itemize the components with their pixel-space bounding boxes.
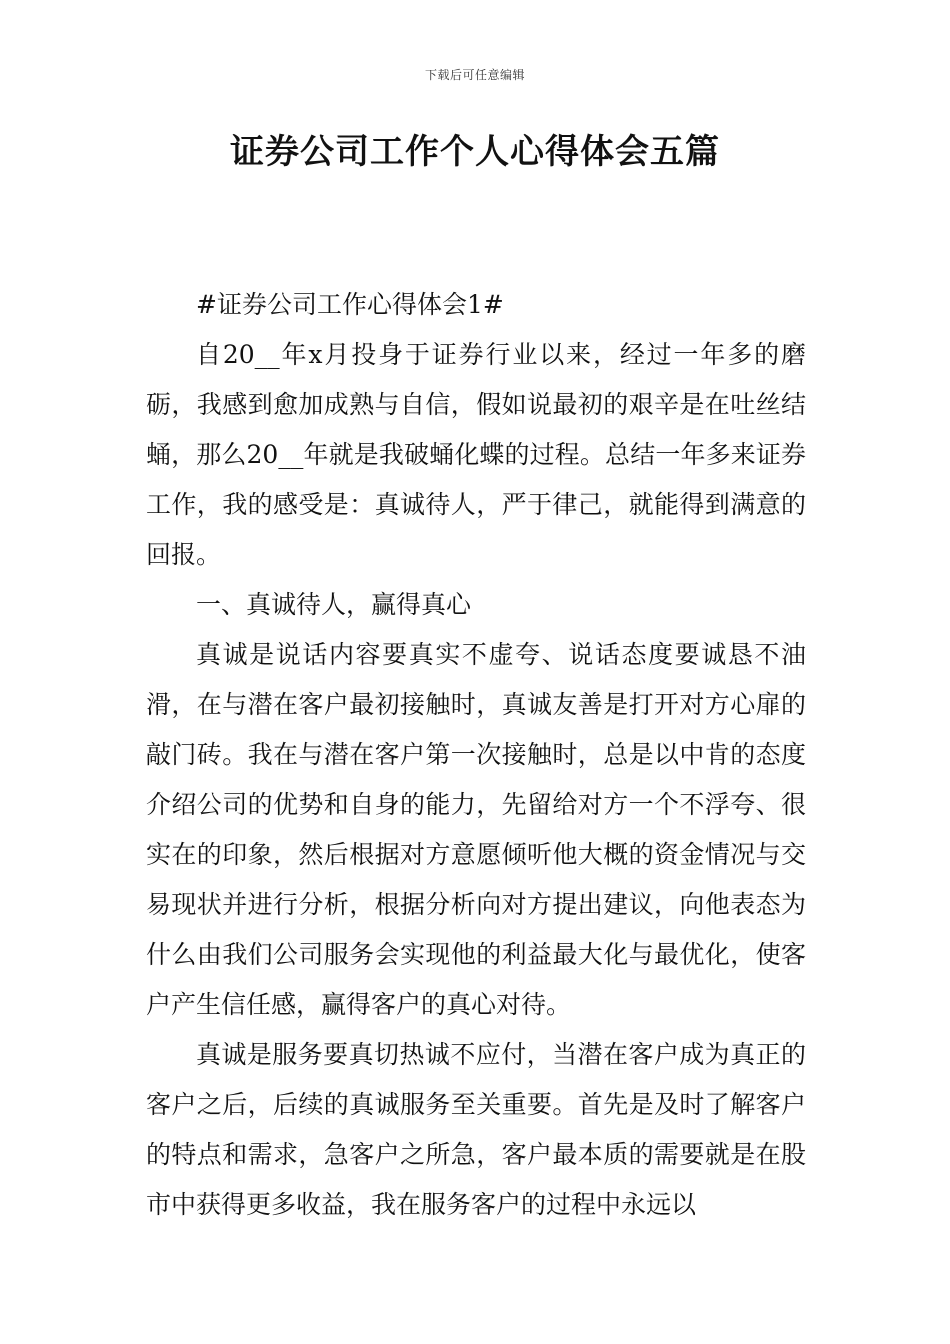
subheading-sincerity: 一、真诚待人，赢得真心 <box>196 590 472 619</box>
paragraph-intro: 自20__年x月投身于证券行业以来，经过一年多的磨砺，我感到愈加成熟与自信，假如说最初的艰辛是在吐丝结蛹，那么20__年就是我破蛹化蝶的过程。总结一年多来证券工作，我的感受是：真诚待人，严于律己，就能得到满意的回报。 <box>146 340 806 569</box>
document-body <box>146 280 806 1230</box>
paragraph-sincerity-speech: 真诚是说话内容要真实不虚夸、说话态度要诚恳不油滑，在与潜在客户最初接触时，真诚友善是打开对方心扉的敲门砖。我在与潜在客户第一次接触时，总是以中肯的态度介绍公司的优势和自身的能力，先留给对方一个不浮夸、很实在的印象，然后根据对方意愿倾听他大概的资金情况与交易现状并进行分析，根据分析向对方提出建议，向他表态为什么由我们公司服务会实现他的利益最大化与最优化，使客户产生信任感，赢得客户的真心对待。 <box>146 640 806 1019</box>
paragraph-sincerity-service: 真诚是服务要真切热诚不应付，当潜在客户成为真正的客户之后，后续的真诚服务至关重要。首先是及时了解客户的特点和需求，急客户之所急，客户最本质的需要就是在股市中获得更多收益，我在服务客户的过程中永远以 <box>146 1040 806 1219</box>
section-heading-1: #证券公司工作心得体会1# <box>196 290 504 319</box>
document-title: 证券公司工作个人心得体会五篇 <box>230 132 720 172</box>
header-note: 下载后可任意编辑 <box>424 68 525 82</box>
